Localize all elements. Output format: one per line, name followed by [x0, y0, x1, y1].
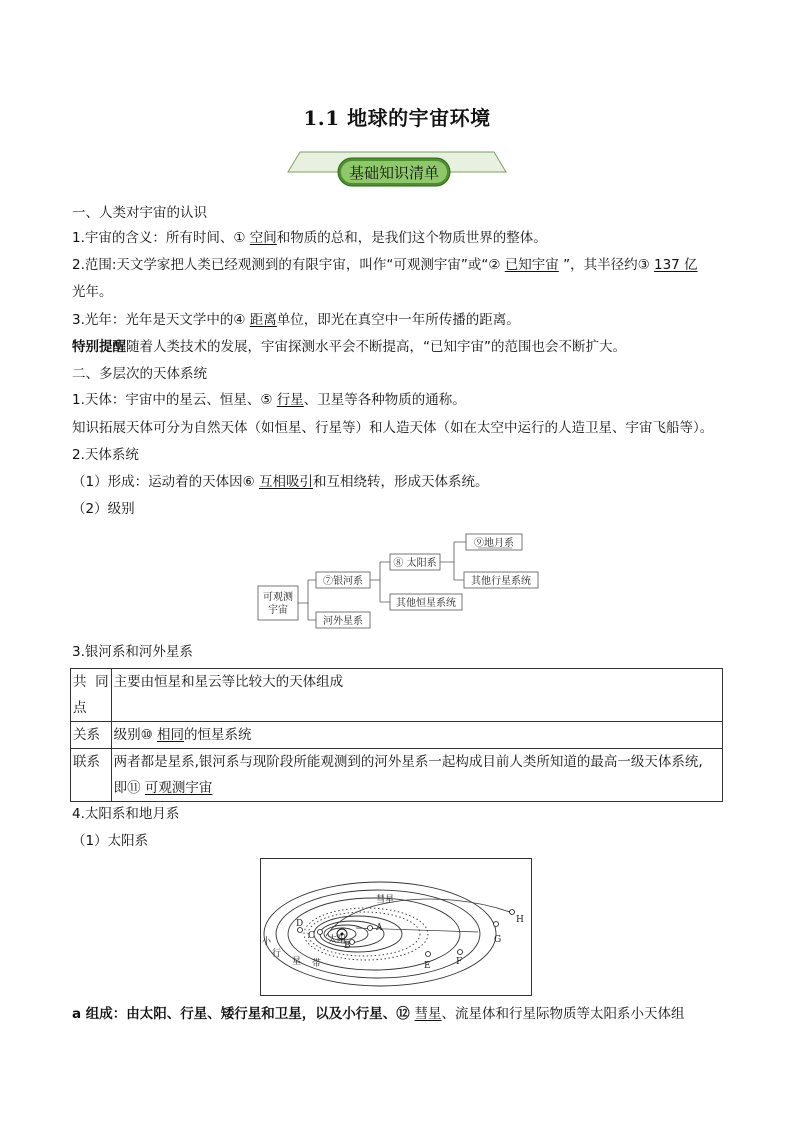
label-d: D — [296, 919, 304, 929]
row-header — [71, 669, 112, 722]
text: 级别⑩ — [113, 727, 157, 743]
label-a: A — [376, 923, 383, 933]
label-b: B — [344, 941, 351, 951]
page-title: 1.1 地球的宇宙环境 — [303, 106, 491, 130]
text: 1.宇宙的含义：所有时间、① — [72, 230, 250, 246]
root-label-1: 可观测 — [263, 592, 293, 603]
subheading-levels: （2）级别 — [72, 501, 135, 517]
galaxy-label: ⑦银河系 — [323, 576, 363, 587]
answer-1: 空间 — [249, 230, 277, 246]
paragraph-solar-composition — [72, 1004, 685, 1024]
tip-paragraph — [72, 337, 626, 357]
text: 3.光年：光年是天文学中的④ — [72, 312, 250, 328]
other-star-systems-label: 其他恒星系统 — [396, 598, 456, 609]
answer-2: 已知宇宙 — [504, 257, 559, 273]
paragraph-celestial-body — [72, 390, 466, 410]
paragraph-scope — [72, 255, 698, 275]
paragraph-formation — [72, 472, 488, 492]
section-heading-2: 二、多层次的天体系统 — [72, 366, 207, 382]
row-header: 联系 — [71, 749, 112, 802]
galaxy-comparison-table — [70, 668, 723, 802]
row-cell — [111, 749, 722, 802]
text: ”，其半径约③ — [558, 257, 654, 273]
answer-11: 可观测宇宙 — [144, 780, 213, 796]
text: 和互相绕转，形成天体系统。 — [312, 474, 489, 490]
text: 即⑪ — [113, 780, 145, 796]
answer-4: 距离 — [249, 312, 277, 328]
answer-10: 相同 — [157, 727, 184, 743]
row-cell: 主要由恒星和星云等比较大的天体组成 — [111, 669, 722, 722]
comet-label: 彗星 — [376, 895, 395, 905]
sun-label: 太阳 — [328, 935, 347, 945]
section-heading-1: 一、人类对宇宙的认识 — [72, 205, 207, 221]
table-row — [71, 749, 723, 802]
answer-3: 137 亿 — [654, 257, 698, 273]
tip-label: 特别提醒 — [72, 339, 126, 355]
banner-label: 基础知识清单 — [348, 164, 439, 182]
text: （1）形成：运动着的天体因⑥ — [72, 474, 259, 490]
text: 、流星体和行星际物质等太阳系小天体组 — [441, 1006, 685, 1022]
belt-label-4: 带 — [312, 959, 322, 969]
table-row — [71, 669, 723, 722]
label-f: F — [456, 957, 463, 967]
solar-system-diagram — [260, 858, 532, 996]
text: 、卫星等各种物质的通称。 — [303, 392, 466, 408]
text: 点 — [73, 700, 87, 716]
label-g: G — [494, 935, 502, 945]
row-header: 关系 — [71, 722, 112, 749]
solar-system-label: ⑧ 太阳系 — [393, 558, 437, 569]
text: 和物质的总和，是我们这个物质世界的整体。 — [276, 230, 547, 246]
text: 共 — [73, 674, 87, 690]
text: 两者都是星系,银河系与现阶段所能观测到的河外星系一起构成目前人类所知道的最高一级天体系统, — [113, 754, 703, 770]
answer-5: 行星 — [276, 392, 304, 408]
label-h: H — [516, 915, 524, 925]
belt-label-2: 行 — [272, 949, 282, 959]
paragraph-scope-cont: 光年。 — [72, 284, 113, 300]
subheading-celestial-systems: 2.天体系统 — [72, 447, 139, 463]
paragraph-knowledge-extension: 知识拓展天体可分为自然天体（如恒星、行星等）和人造天体（如在太空中运行的人造卫星、宇宙飞船等）。 — [72, 420, 714, 436]
paragraph-light-year — [72, 310, 520, 330]
label-e: E — [424, 961, 431, 971]
text: 单位，即光在真空中一年所传播的距离。 — [276, 312, 520, 328]
text: 同 — [95, 674, 109, 690]
subheading-solar-system: （1）太阳系 — [72, 833, 149, 849]
belt-label-3: 星 — [292, 957, 302, 967]
subheading-solar-earth-moon: 4.太阳系和地月系 — [72, 806, 180, 822]
text: 2.范围:天文学家把人类已经观测到的有限宇宙，叫作“可观测宇宙”或“② — [72, 257, 505, 273]
earth-moon-label: ⑨地月系 — [474, 538, 514, 549]
other-planet-systems-label: 其他行星系统 — [471, 576, 531, 587]
hierarchy-diagram — [256, 528, 556, 632]
subheading-galaxies: 3.银河系和河外星系 — [72, 644, 193, 660]
answer-12: 彗星 — [414, 1006, 442, 1022]
tip-text: 随着人类技术的发展，宇宙探测水平会不断提高，“已知宇宙”的范围也会不断扩大。 — [126, 339, 626, 355]
text: a 组成：由太阳、行星、矮行星和卫星，以及小行星、⑫ — [72, 1006, 415, 1022]
extragalactic-label: 河外星系 — [323, 616, 363, 627]
label-c: C — [308, 931, 315, 941]
paragraph-universe-definition — [72, 228, 547, 248]
row-cell — [111, 722, 722, 749]
table-row — [71, 722, 723, 749]
root-label-2: 宇宙 — [268, 605, 288, 616]
answer-6: 互相吸引 — [258, 474, 313, 490]
text: 的恒星系统 — [184, 727, 252, 743]
text: 1.天体：宇宙中的星云、恒星、⑤ — [72, 392, 277, 408]
belt-label-1: 小 — [262, 937, 272, 947]
